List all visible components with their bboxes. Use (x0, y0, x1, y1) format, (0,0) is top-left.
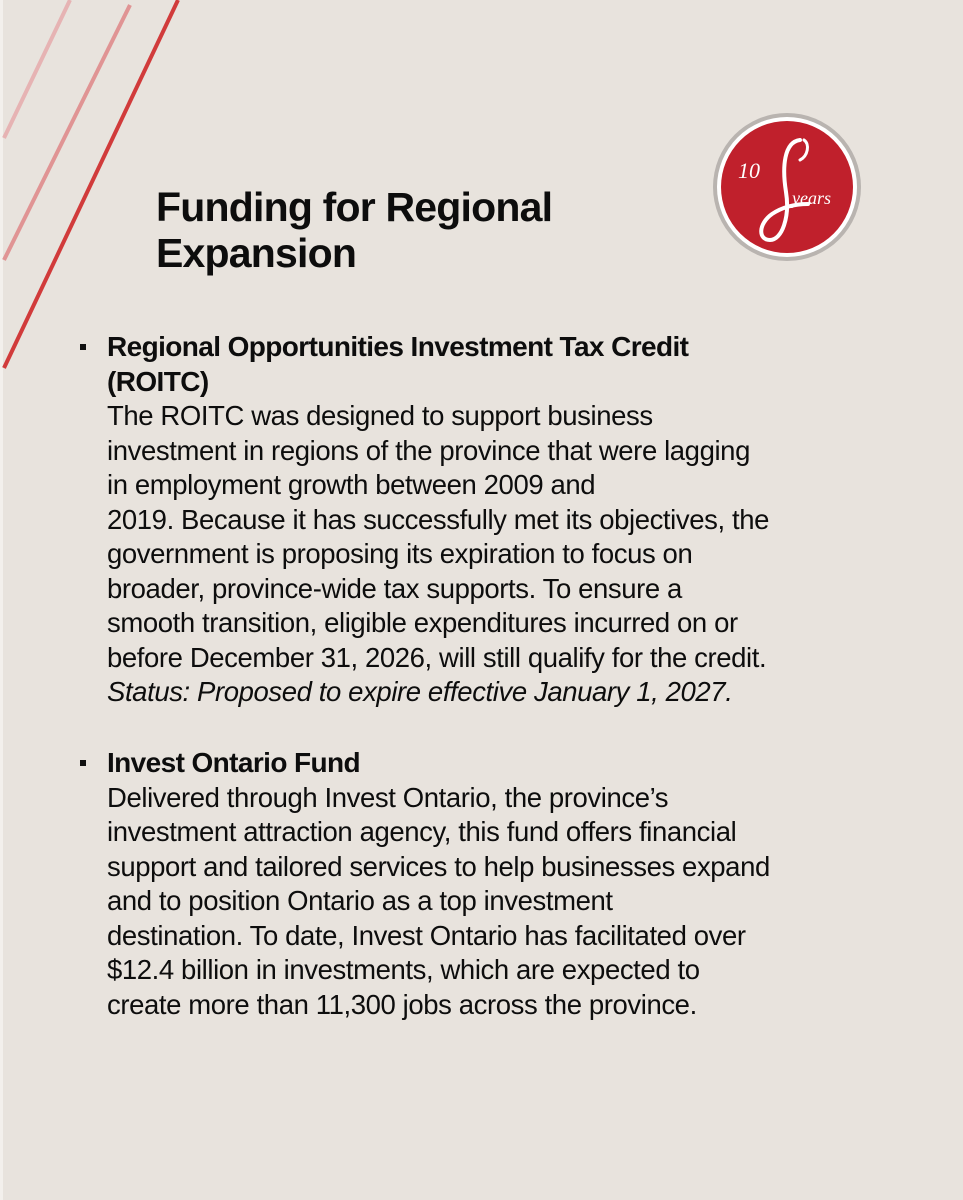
badge-word: years (792, 188, 831, 208)
text-line: investment in regions of the province that were lagging (107, 434, 750, 466)
bullet-marker (80, 760, 86, 766)
text-line: destination. To date, Invest Ontario has facilitated over (107, 919, 746, 951)
title-line-1: Funding for Regional (156, 184, 553, 230)
text-line: The ROITC was designed to support business (107, 400, 653, 431)
ten-years-badge (712, 112, 862, 262)
item-title-line: Regional Opportunities Investment Tax Credit (107, 331, 689, 362)
text-line: 2019. Because it has successfully met its objectives, the (107, 503, 769, 535)
text-line: smooth transition, eligible expenditures incurred on or (107, 607, 738, 638)
text-line: broader, province-wide tax supports. To ensure a (107, 572, 682, 604)
text-line: $12.4 billion in investments, which are expected to (107, 954, 700, 985)
text-line: government is proposing its expiration to focus on (107, 538, 693, 569)
text-line: before December 31, 2026, will still qualify for the credit. (107, 641, 767, 673)
item-body (107, 746, 907, 1022)
item-description (107, 781, 907, 1023)
stripe-3 (4, 0, 178, 368)
page-title (156, 184, 676, 276)
text-line: create more than 11,300 jobs across the province. (107, 988, 697, 1020)
text-line: support and tailored services to help businesses expand (107, 850, 770, 882)
item-status: Status: Proposed to expire effective January 1, 2027. (107, 676, 733, 707)
text-line: Delivered through Invest Ontario, the province’s (107, 781, 669, 813)
item-body (107, 330, 907, 710)
badge-number: 10 (738, 158, 760, 183)
bullet-marker (80, 344, 86, 350)
title-line-2: Expansion (156, 230, 357, 276)
text-line: in employment growth between 2009 and (107, 469, 596, 500)
item-title-line: (ROITC) (107, 365, 209, 397)
item-description (107, 399, 907, 675)
text-line: and to position Ontario as a top investment (107, 885, 613, 916)
stripe-2 (4, 5, 130, 260)
item-title: Invest Ontario Fund (107, 747, 361, 778)
text-line: investment attraction agency, this fund offers financial (107, 816, 737, 847)
item-title (107, 330, 907, 399)
stripe-1 (4, 0, 70, 138)
